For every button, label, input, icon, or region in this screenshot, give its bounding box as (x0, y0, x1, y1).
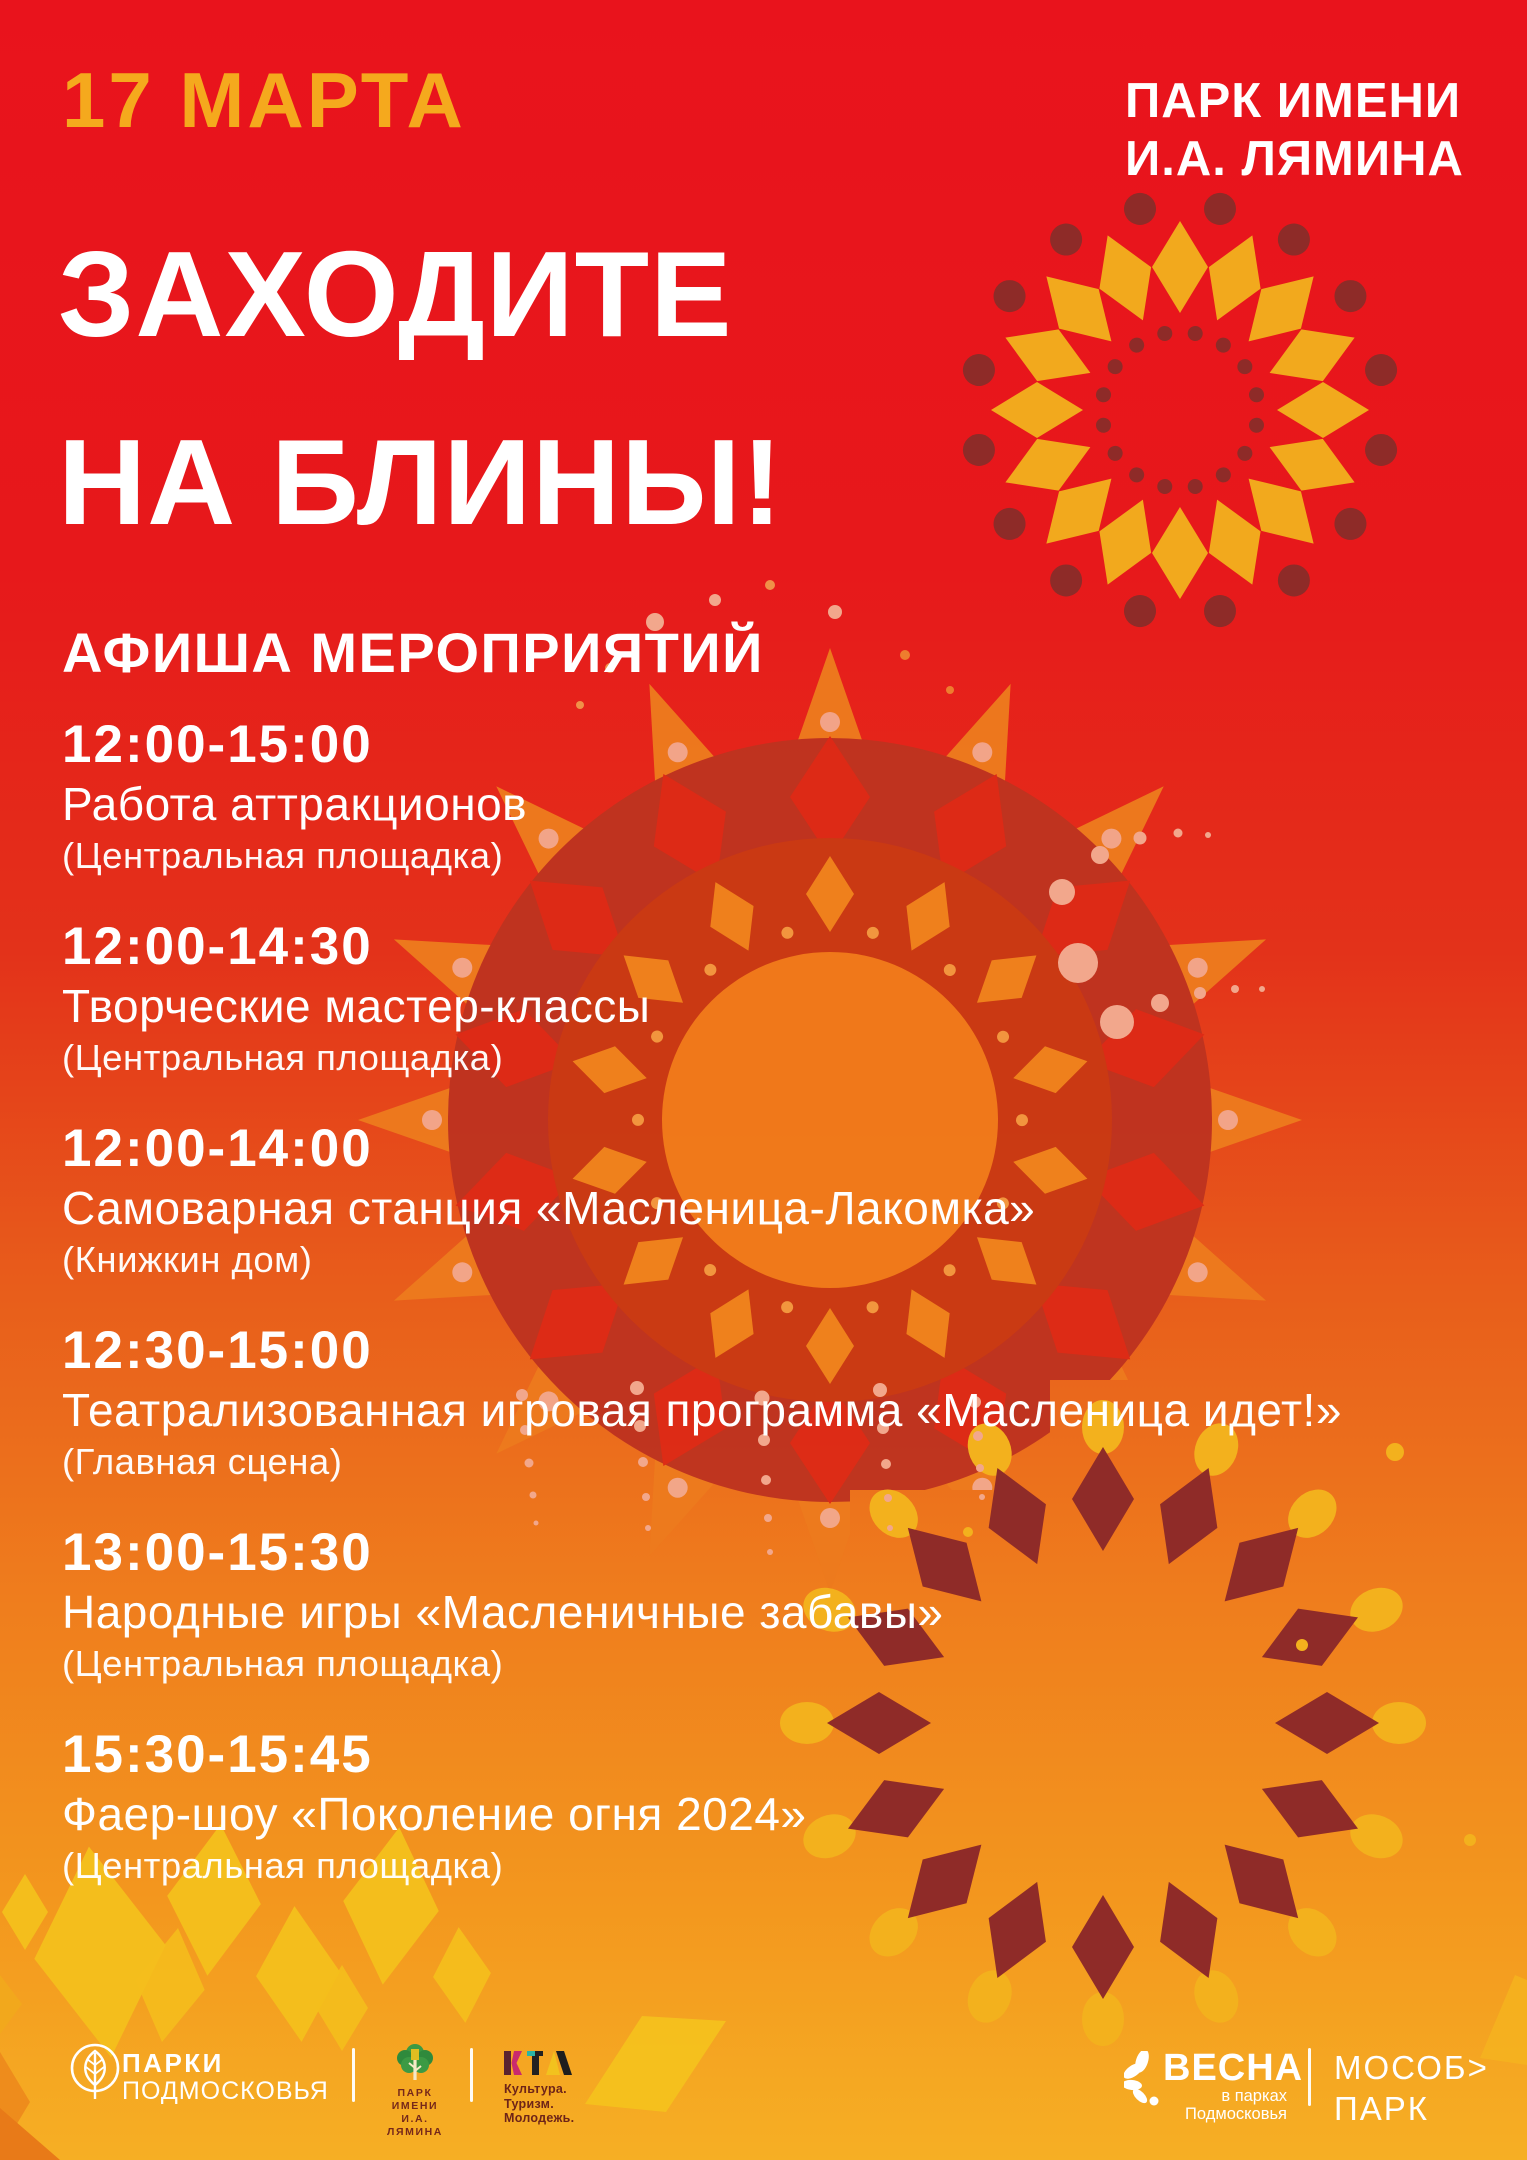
vesna-label (1163, 2047, 1304, 2123)
event-time: 15:30-15:45 (62, 1725, 373, 1784)
event-name: Театрализованная игровая программа «Масленица идет!» (62, 1384, 1342, 1436)
event-time: 13:00-15:30 (62, 1523, 373, 1582)
mosobpark-line1: МОСОБ> (1334, 2049, 1489, 2086)
lyamin-park-label: ПАРК ИМЕНИ И.А. ЛЯМИНА (387, 2087, 443, 2138)
event-location: (Книжкин дом) (62, 1239, 313, 1280)
event-item (62, 1320, 1342, 1486)
event-item (62, 916, 1342, 1082)
vesna-title: ВЕСНА (1163, 2047, 1304, 2089)
title-line1: ЗАХОДИТЕ (58, 226, 733, 362)
parki-podmoskovya-logo (66, 2041, 124, 2110)
event-name: Самоварная станция «Масленица-Лакомка» (62, 1182, 1036, 1234)
event-name: Творческие мастер-классы (62, 980, 651, 1032)
mosobpark-line2: ПАРК (1334, 2090, 1429, 2127)
poster-subtitle: АФИША МЕРОПРИЯТИЙ (62, 621, 764, 684)
event-item (62, 1118, 1342, 1284)
event-item (62, 1724, 1342, 1890)
vesna-logo (1124, 2051, 1160, 2112)
schedule (62, 714, 1342, 1926)
vesna-sub2: Подмосковья (1185, 2105, 1287, 2123)
lyamin-park-logo (380, 2040, 450, 2139)
park-name-line1: ПАРК ИМЕНИ (1125, 74, 1462, 128)
event-time: 12:00-14:30 (62, 917, 373, 976)
tree-icon (380, 2040, 450, 2082)
event-location: (Центральная площадка) (62, 1037, 504, 1078)
event-name: Фаер-шоу «Поколение огня 2024» (62, 1788, 807, 1840)
leaf-icon (66, 2041, 124, 2105)
footer (0, 2035, 1527, 2160)
ktm-logo (504, 2047, 574, 2126)
parki-podmoskovya-label (122, 2048, 329, 2104)
footer-divider (352, 2048, 355, 2102)
ktm-label: Культура. Туризм. Молодежь. (504, 2082, 575, 2125)
park-name-line2: И.А. ЛЯМИНА (1125, 132, 1464, 186)
ktm-icon (504, 2047, 572, 2077)
parki-subtitle: ПОДМОСКОВЬЯ (122, 2077, 329, 2105)
mosobpark-logo (1334, 2047, 1489, 2129)
footer-divider (1308, 2048, 1311, 2106)
event-location: (Центральная площадка) (62, 1643, 504, 1684)
event-location: (Главная сцена) (62, 1441, 343, 1482)
parki-title: ПАРКИ (122, 2048, 224, 2078)
event-location: (Центральная площадка) (62, 1845, 504, 1886)
poster-title (58, 200, 783, 576)
vesna-sub1: в парках (1221, 2087, 1287, 2105)
footer-divider (470, 2048, 473, 2102)
park-name (1125, 72, 1464, 188)
event-location: (Центральная площадка) (62, 835, 504, 876)
event-name: Народные игры «Масленичные забавы» (62, 1586, 944, 1638)
event-date: 17 МАРТА (62, 56, 466, 144)
event-item (62, 714, 1342, 880)
event-time: 12:00-15:00 (62, 715, 373, 774)
title-line2: НА БЛИНЫ! (58, 414, 784, 550)
event-name: Работа аттракционов (62, 778, 528, 830)
event-item (62, 1522, 1342, 1688)
petals-icon (1124, 2051, 1160, 2107)
event-time: 12:00-14:00 (62, 1119, 373, 1178)
event-time: 12:30-15:00 (62, 1321, 373, 1380)
